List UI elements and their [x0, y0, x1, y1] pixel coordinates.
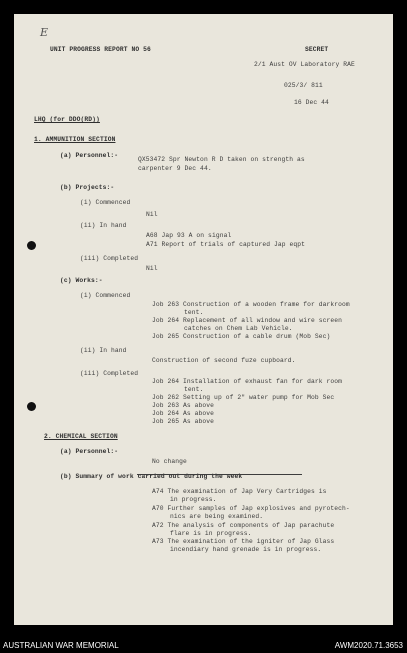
footer-credit: AUSTRALIAN WAR MEMORIAL	[3, 641, 119, 650]
works-done-item: Job 263 As above	[152, 402, 215, 409]
works-item: Job 263 Construction of a wooden frame for darkroom	[152, 301, 350, 308]
report-title: UNIT PROGRESS REPORT NO 56	[50, 46, 151, 53]
works-item: Job 265 Construction of a cable drum (Mob Sec)	[152, 333, 331, 340]
section-1-title: 1. AMMUNITION SECTION	[34, 136, 116, 143]
chem-item: nics are being examined.	[170, 513, 264, 520]
personnel-text: QX53472 Spr Newton R D taken on strength as	[138, 156, 305, 163]
punch-hole	[27, 241, 36, 250]
commenced-label: (i) Commenced	[80, 199, 131, 206]
document-page	[14, 14, 393, 625]
works-done-item: Job 265 As above	[152, 418, 215, 425]
report-date: 16 Dec 44	[294, 99, 329, 106]
summary-label: (b) Summary of work carried out during the week	[60, 473, 243, 480]
handwritten-mark: E	[40, 26, 49, 39]
works-completed-label: (iii) Completed	[80, 370, 139, 377]
summary-underline	[137, 473, 302, 475]
works-done-item: tent.	[184, 386, 204, 393]
works-label: (c) Works:-	[60, 277, 103, 284]
chem-personnel-value: No change	[152, 458, 187, 465]
footer-accession: AWM2020.71.3653	[334, 641, 403, 650]
works-commenced-label: (i) Commenced	[80, 292, 131, 299]
projects-label: (b) Projects:-	[60, 184, 115, 191]
classification: SECRET	[305, 46, 329, 53]
in-hand-label: (ii) In hand	[80, 222, 127, 229]
completed-value: Nil	[146, 265, 158, 272]
completed-label: (iii) Completed	[80, 255, 139, 262]
chem-item: A74 The examination of Jap Very Cartridges is	[152, 488, 327, 495]
chem-personnel-label: (a) Personnel:-	[60, 448, 119, 455]
works-in-hand-value: Construction of second fuze cupboard.	[152, 357, 296, 364]
works-item: tent.	[184, 309, 204, 316]
unit-name: 2/1 Aust OV Laboratory RAE	[254, 61, 355, 68]
chem-item: in progress.	[170, 496, 217, 503]
in-hand-item: A68 Jap 93 A on signal	[146, 232, 232, 239]
chem-item: A72 The analysis of components of Jap parachute	[152, 522, 335, 529]
chem-item: incendiary hand grenade is in progress.	[170, 546, 322, 553]
chem-item: flare is in progress.	[170, 530, 252, 537]
reference-number: 025/3/ 811	[284, 82, 323, 89]
works-done-item: Job 262 Setting up of 2" water pump for Mob Sec	[152, 394, 335, 401]
addressee: LHQ (for DDO(RD))	[34, 116, 100, 123]
chem-item: A73 The examination of the igniter of Jap Glass	[152, 538, 335, 545]
in-hand-item: A71 Report of trials of captured Jap eqpt	[146, 241, 306, 248]
works-done-item: Job 264 Installation of exhaust fan for dark room	[152, 378, 343, 385]
works-in-hand-label: (ii) In hand	[80, 347, 127, 354]
works-done-item: Job 264 As above	[152, 410, 215, 417]
personnel-label: (a) Personnel:-	[60, 152, 119, 159]
works-item: catches on Chem Lab Vehicle.	[184, 325, 293, 332]
works-item: Job 264 Replacement of all window and wire screen	[152, 317, 343, 324]
personnel-text-2: carpenter 9 Dec 44.	[138, 165, 212, 172]
commenced-value: Nil	[146, 211, 158, 218]
chem-item: A70 Further samples of Jap explosives and pyrotech-	[152, 505, 350, 512]
section-2-title: 2. CHEMICAL SECTION	[44, 433, 118, 440]
punch-hole	[27, 402, 36, 411]
